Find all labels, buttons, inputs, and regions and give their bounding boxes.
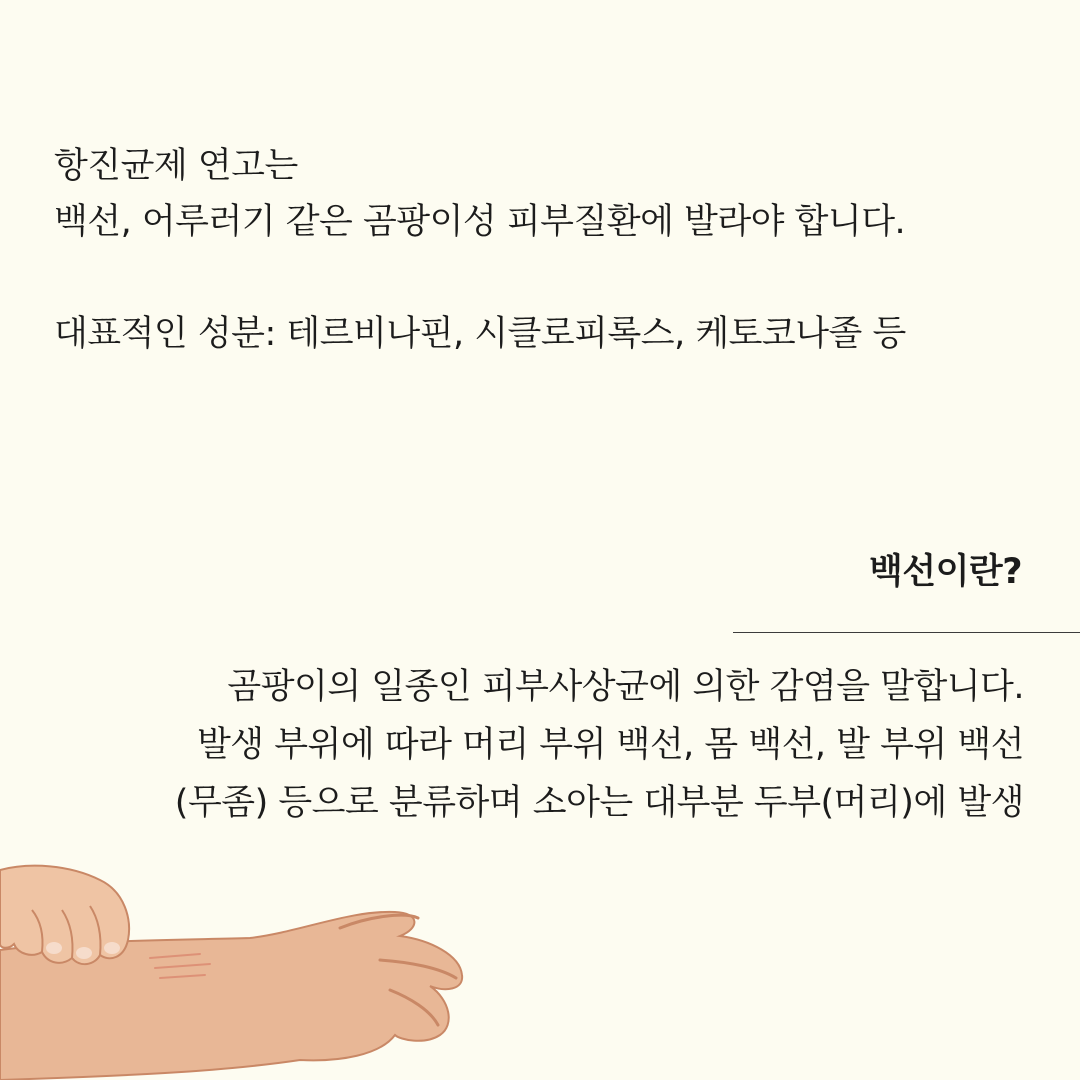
section-title: 백선이란?: [868, 552, 1022, 592]
fingernail: [76, 947, 92, 959]
intro-line-1: 항진균제 연고는: [54, 146, 298, 186]
scratching-arm-illustration: [0, 840, 480, 1080]
section-divider: [733, 632, 1080, 633]
ingredients-line: 대표적인 성분: 테르비나핀, 시클로피록스, 케토코나졸 등: [54, 314, 906, 354]
fingernail: [104, 942, 120, 954]
description-line-2: 발생 부위에 따라 머리 부위 백선, 몸 백선, 발 부위 백선: [196, 725, 1024, 765]
description-line-3: (무좀) 등으로 분류하며 소아는 대부분 두부(머리)에 발생: [174, 783, 1024, 823]
intro-text-block: [54, 138, 1034, 362]
intro-line-2: 백선, 어루러기 같은 곰팡이성 피부질환에 발라야 합니다.: [54, 202, 906, 242]
fingernail: [46, 942, 62, 954]
description-line-1: 곰팡이의 일종인 피부사상균에 의한 감염을 말합니다.: [227, 667, 1024, 707]
description-block: [175, 658, 1024, 832]
